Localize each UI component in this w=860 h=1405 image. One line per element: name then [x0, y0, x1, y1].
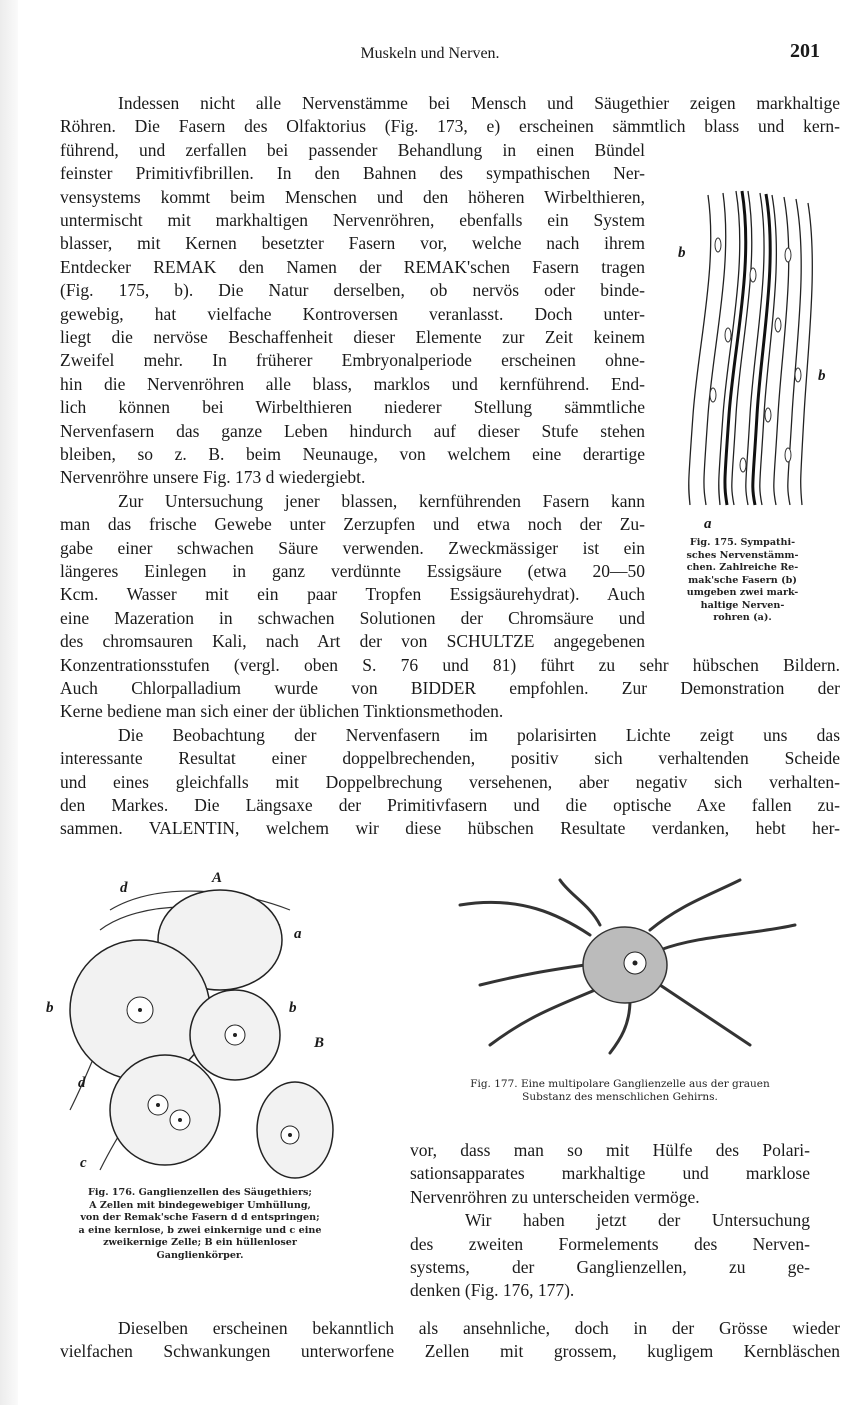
text-line: interessante Resultat einer doppelbrechenden, positiv sich verhaltenden Scheide [60, 748, 840, 769]
fig175-label-b: b [678, 245, 686, 261]
caption-line: Fig. 177. Eine multipolare Ganglienzelle aus der grauen [470, 1078, 770, 1090]
text-line: Röhren. Die Fasern des Olfaktorius (Fig. 173, e) erscheinen sämmtlich blass und kern- [60, 116, 840, 137]
fig176-label-B: B [314, 1035, 325, 1051]
caption-line: Substanz des menschlichen Gehirns. [522, 1090, 718, 1103]
fig176-label-c: c [80, 1155, 87, 1171]
text-line: vensystems kommt beim Menschen und den höheren Wirbelthieren, [60, 186, 645, 207]
text-line: bleiben, so z. B. beim Neunauge, von welchem eine derartige [60, 444, 645, 464]
caption-line: a eine kernlose, b zwei einkernige und c eine [78, 1224, 322, 1236]
text-line: eine Mazeration in schwachen Solutionen der Chromsäure und [60, 607, 645, 628]
fig176-label-b: b [289, 1000, 297, 1016]
text-line: Indessen nicht alle Nervenstämme bei Mensch und Säugethier zeigen markhaltige [118, 93, 840, 113]
fig176-label-b: b [46, 1000, 54, 1016]
fig175-caption [660, 537, 825, 625]
caption-line: von der Remak'sche Fasern d d entspringen; [80, 1212, 320, 1223]
scan-edge [0, 0, 18, 1405]
fig176-caption [30, 1187, 370, 1262]
caption-line: mak'sche Fasern (b) [688, 574, 797, 586]
text-line: Zweifel mehr. In früherer Embryonalperiode erscheinen ohne- [60, 350, 645, 371]
text-line: den Markes. Die Längsaxe der Primitivfasern und die optische Axe fallen zu- [60, 795, 840, 815]
caption-line: zweikernige Zelle; B ein hüllenloser [103, 1237, 297, 1248]
text-line: blasser, mit Kernen besetzter Fasern vor, welche nach ihrem [60, 233, 645, 254]
text-line: Konzentrationsstufen (vergl. oben S. 76 und 81) führt zu sehr hübschen Bildern. [60, 654, 840, 675]
figure-175-illustration [668, 185, 848, 510]
caption-line: A Zellen mit bindegewebiger Umhüllung, [89, 1199, 311, 1211]
text-line: lich können bei Wirbelthieren niederer Stellung sämmtliche [60, 397, 645, 418]
text-line: Kcm. Wasser mit ein paar Tropfen Essigsäurehydrat). Auch [60, 584, 645, 605]
caption-line: haltige Nerven- [700, 599, 785, 611]
text-line: Nervenfasern das ganze Leben hindurch auf dieser Stufe stehen [60, 420, 645, 441]
fig177-caption [420, 1078, 820, 1103]
text-line: systems, der Ganglienzellen, zu ge- [410, 1257, 810, 1277]
figure-177-illustration [450, 875, 800, 1055]
text-line: Zur Untersuchung jener blassen, kernführenden Fasern kann [118, 490, 645, 511]
text-line: gabe einer schwachen Säure verwenden. Zweckmässiger ist ein [60, 537, 645, 558]
text-line: des chromsauren Kali, nach Art der von SCHULTZE angegebenen [60, 631, 645, 652]
text-line: feinster Primitivfibrillen. In den Bahnen des sympathischen Ner- [60, 163, 645, 184]
text-line: längeres Einlegen in ganz verdünnte Essigsäure (etwa 20—50 [60, 561, 645, 581]
fig176-label-A: A [212, 870, 223, 886]
text-line: Die Beobachtung der Nervenfasern im polarisirten Lichte zeigt uns das [118, 724, 840, 745]
caption-line: Ganglienkörper. [156, 1249, 244, 1261]
text-line: Nervenröhren zu unterscheiden vermöge. [410, 1186, 700, 1207]
text-line: hin die Nervenröhren alle blass, marklos und kernführend. End- [60, 373, 645, 394]
text-line: sammen. VALENTIN, welchem wir diese hübschen Resultate verdanken, hebt her- [60, 818, 840, 839]
text-line: liegt die nervöse Beschaffenheit dieser Elemente zur Zeit keinem [60, 327, 645, 347]
text-line: führend, und zerfallen bei passender Behandlung in einen Bündel [60, 139, 645, 160]
text-line: vielfachen Schwankungen unterworfene Zellen mit grossem, kugligem Kernbläschen [60, 1341, 840, 1362]
text-line: (Fig. 175, b). Die Natur derselben, ob nervös oder binde- [60, 280, 645, 301]
caption-line: Fig. 175. Sympathi- [689, 537, 796, 548]
caption-line: Fig. 176. Ganglienzellen des Säugethiers; [88, 1187, 312, 1198]
text-line: man das frische Gewebe unter Zerzupfen und etwa noch der Zu- [60, 514, 645, 535]
caption-line: umgeben zwei mark- [686, 587, 799, 598]
fig175-label-b: b [818, 368, 826, 384]
fig176-label-d: d [120, 880, 128, 896]
page-number: 201 [790, 40, 820, 62]
text-line: Nervenröhre unsere Fig. 173 d wiedergiebt. [60, 467, 366, 488]
text-line: vor, dass man so mit Hülfe des Polari- [410, 1140, 810, 1160]
text-line: Kerne bediene man sich einer der üblichen Tinktionsmethoden. [60, 701, 504, 722]
figure-176-illustration [40, 870, 360, 1180]
text-line: untermischt mit markhaltigen Nervenröhren, ebenfalls ein System [60, 210, 645, 230]
text-line: Dieselben erscheinen bekanntlich als ansehnliche, doch in der Grösse wieder [118, 1318, 840, 1338]
text-line: und eines gleichfalls mit Doppelbrechung versehenen, aber negativ sich verhalten- [60, 771, 840, 792]
text-line: gewebig, hat vielfache Kontroversen veranlasst. Doch unter- [60, 303, 645, 324]
text-line: Wir haben jetzt der Untersuchung [465, 1210, 810, 1231]
text-line: Auch Chlorpalladium wurde von BIDDER empfohlen. Zur Demonstration der [60, 678, 840, 698]
caption-line: sches Nervenstämm- [686, 549, 799, 561]
text-line: Entdecker REMAK den Namen der REMAK'schen Fasern tragen [60, 256, 645, 277]
fig176-label-d: d [78, 1075, 86, 1091]
fig175-label-a: a [704, 516, 712, 532]
caption-line: rohren (a). [713, 612, 772, 623]
text-line: sationsapparates markhaltige und marklose [410, 1163, 810, 1184]
caption-line: chen. Zahlreiche Re- [686, 562, 799, 573]
text-line: denken (Fig. 176, 177). [410, 1280, 575, 1301]
text-line: des zweiten Formelements des Nerven- [410, 1233, 810, 1254]
fig176-label-a: a [294, 926, 302, 942]
running-title: Muskeln und Nerven. [360, 45, 500, 62]
